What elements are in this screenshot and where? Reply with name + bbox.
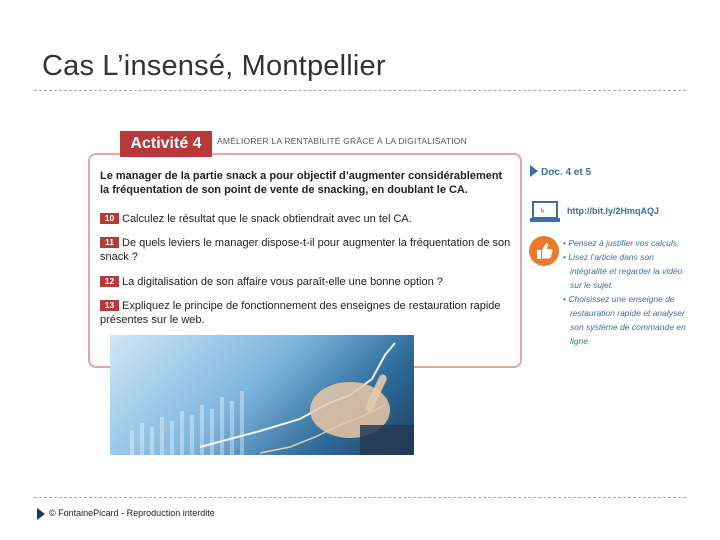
question-number: 11: [100, 237, 119, 248]
question-text: La digitalisation de son affaire vous paraît-elle une bonne option ?: [122, 276, 443, 288]
business-growth-photo: [110, 335, 414, 455]
question-item: [100, 237, 512, 264]
question-text: De quels leviers le manager dispose-t-il pour augmenter la fréquentation de son snack ?: [100, 237, 511, 263]
tip-item: • Lisez l’article dans son intégralité et regarder la vidéo sur le sujet.: [563, 252, 683, 290]
footer-copyright: © FontainePicard - Reproduction interdite: [49, 508, 215, 518]
question-number: 10: [100, 213, 119, 224]
slide-title: Cas L’insensé, Montpellier: [42, 50, 386, 82]
laptop-icon: [530, 200, 560, 224]
svg-text:k: k: [541, 208, 545, 215]
question-item: [100, 300, 512, 327]
footer-divider: [34, 497, 686, 498]
activity-tab: Activité 4: [120, 131, 212, 157]
title-divider: [34, 90, 686, 91]
document-reference: [530, 165, 591, 178]
question-item: [100, 276, 512, 290]
question-item: [100, 213, 512, 227]
tip-item: • Choisissez une enseigne de restauration rapide et analyser son système de commande en ligne.: [563, 294, 686, 346]
question-text: Expliquez le principe de fonctionnement des enseignes de restauration rapide présentes sur le web.: [100, 300, 501, 326]
question-number: 12: [100, 276, 119, 287]
play-arrow-icon: [530, 165, 538, 177]
thumbs-up-icon: [528, 235, 560, 267]
question-number: 13: [100, 300, 119, 311]
tip-item: • Pensez à justifier vos calculs.: [563, 238, 680, 248]
activity-subtitle: AMÉLIORER LA RENTABILITÉ GRÂCE À LA DIGITALISATION: [217, 136, 467, 146]
footer-arrow-icon: [37, 508, 45, 520]
activity-intro: Le manager de la partie snack a pour objectif d’augmenter considérablement la fréquentation de son point de vente de snacking, en doublant le CA.: [100, 170, 503, 196]
resource-link[interactable]: http://bit.ly/2HmqAQJ: [567, 206, 659, 216]
rising-chart-illustration: [110, 335, 414, 455]
question-text: Calculez le résultat que le snack obtiendrait avec un tel CA.: [122, 213, 412, 225]
tips-list: [563, 236, 688, 348]
doc-ref-text: Doc. 4 et 5: [541, 167, 592, 178]
